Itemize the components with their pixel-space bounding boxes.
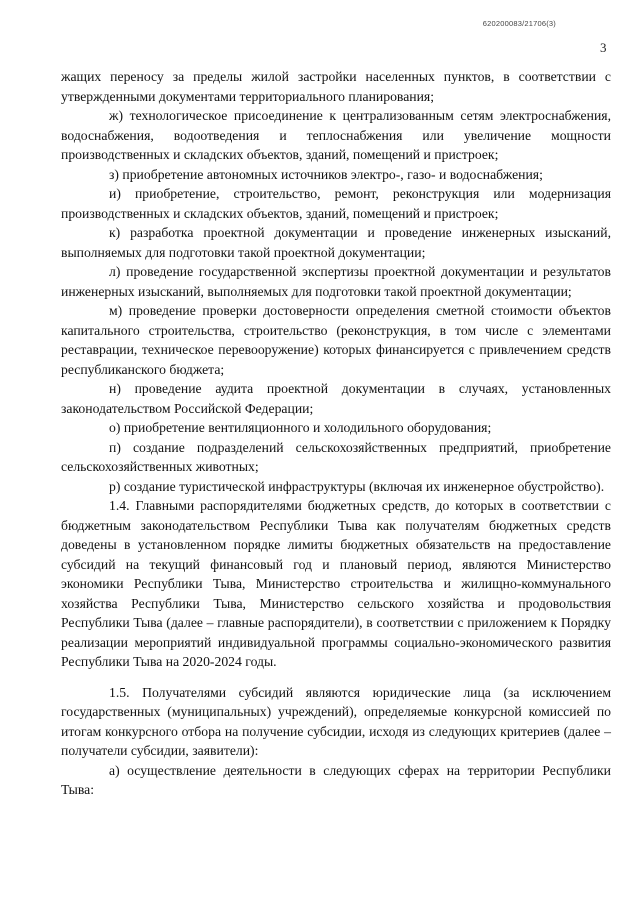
criteria-item-a: а) осуществление деятельности в следующих сферах на территории Республики Тыва: (61, 762, 611, 797)
list-item-z: з) приобретение автономных источников электро-, газо- и водоснабжения; (109, 166, 543, 182)
section-1-5: 1.5. Получателями субсидий являются юридические лица (за исключением государственных (муниципальных) учреждений), определяемые конкурсной комиссией по итогам конкурсного отбора на получение субсидии, исходя из следующих критериев (далее – получатели субсидии, заявители): (61, 684, 611, 758)
page-number: 3 (600, 40, 607, 55)
paragraph-continuation: жащих переносу за пределы жилой застройки населенных пунктов, в соответствии с утвержденными документами территориального планирования; (61, 69, 611, 104)
list-item-p: п) создание подразделений сельскохозяйственных предприятий, приобретение сельскохозяйственных животных; (61, 439, 611, 474)
document-body (61, 67, 611, 800)
list-item-k: к) разработка проектной документации и проведение инженерных изысканий, выполняемых для подготовки такой проектной документации; (61, 225, 611, 260)
document-code: 620200083/21706(3) (482, 19, 556, 28)
list-item-m: м) проведение проверки достоверности определения сметной стоимости объектов капитального строительства, строительство (реконструкция, в том числе с элементами реставрации, техническое перевооружение) которых финансируется с привлечением средств республиканского бюджета; (61, 303, 611, 377)
list-item-r: р) создание туристической инфраструктуры (включая их инженерное обустройство). (109, 478, 605, 494)
list-item-n: н) проведение аудита проектной документации в случаях, установленных законодательством Российской Федерации; (61, 381, 611, 416)
list-item-o: о) приобретение вентиляционного и холодильного оборудования; (109, 420, 492, 435)
list-item-i: и) приобретение, строительство, ремонт, реконструкция или модернизация производственных и складских объектов, зданий, помещений и пристроек; (61, 186, 611, 221)
section-1-4: 1.4. Главными распорядителями бюджетных средств, до которых в соответствии с бюджетным законодательством Республики Тыва как получателям бюджетных средств доведены в установленном порядке лимиты бюджетных обязательств на предоставление субсидий на текущий финансовый год и плановый период, являются Министерство экономики Республики Тыва, Министерство строительства и жилищно-коммунального хозяйства Республики Тыва, Министерство сельского хозяйства и продовольствия Республики Тыва (далее – главные распорядители), в соответствии с приложением к Порядку реализации мероприятий индивидуальной программы социально-экономического развития Республики Тыва на 2020-2024 годы. (61, 498, 611, 669)
list-item-l: л) проведение государственной экспертизы проектной документации и результатов инженерных изысканий, выполняемых для подготовки такой проектной документации; (61, 264, 611, 299)
list-item-zh: ж) технологическое присоединение к централизованным сетям электроснабжения, водоснабжения, водоотведения и теплоснабжения или увеличение мощности производственных и складских объектов, зданий, помещений и пристроек; (61, 108, 611, 162)
